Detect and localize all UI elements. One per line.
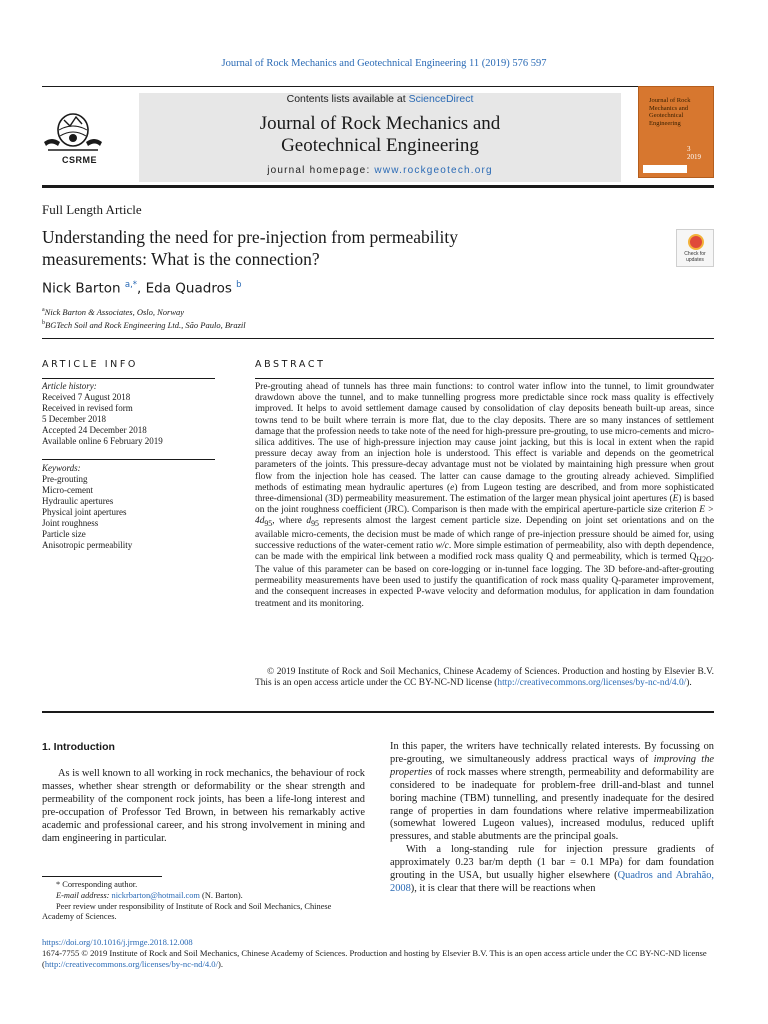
contents-prefix: Contents lists available at [286,93,409,105]
affiliation: $^b$BGTech Soil and Rock Engineering Ltd., São Paulo, Brazil [42,319,246,330]
corresponding-author-note: * Corresponding author. [56,880,138,889]
header-thick-rule [42,185,714,188]
article-history [42,381,215,447]
journal-title-line2: Geotechnical Engineering [281,135,479,156]
keyword: Pre-grouting [42,474,88,484]
intro-paragraph: As is well known to all working in rock mechanics, the behaviour of rock masses, whether shear strength or deformability or the shear strength and permeability of the component rock joints, has been a life-long interest and pre-occupation of Professor Ted Brown, in between his remarkably active academic and professional career, and his strong involvement in mining and dam engineering in particular. [42,768,365,844]
check-icon [688,234,704,250]
citation-link[interactable]: Quadros and Abrahão, 2008 [390,870,714,894]
body-paragraph: In this paper, the writers have technically related interests. By focussing on pre-grouting, we simultaneously address practical ways of improving the properties of rock masses where strength, permeability and deformability are considered to be inadequate for problem-free drill-and-blast and tunnel boring machine (TBM) tunnelling, and presently inadequate for the desired range of properties in dam foundations where relative impermeabilization (somewhat lowered Lugeon values), increased modulus, reduced uplift pressures, and stable abutments are the principal goals. [390,741,715,843]
journal-title-line1: Journal of Rock Mechanics and [259,113,501,134]
paper-title-line1: Understanding the need for pre-injection from permeability [42,227,458,247]
author-name[interactable]: Nick Barton [42,280,121,297]
section-heading-introduction: 1. Introduction [42,741,115,753]
author-list: Nick Barton $^{a,*}$, Eda Quadros $^b$ [42,280,242,297]
abstract-heading: ABSTRACT [255,359,326,370]
history-item: Received 7 August 2018 [42,392,131,402]
abstract-text: Pre-grouting ahead of tunnels has three main functions: to control water inflow into the tunnel, to limit groundwater drawdown above the tunnel, and to make tunnelling progress more predictable since rock mass quality is effectively improved. It helps to avoid settlement damage caused by consolidation of clay deposits beneath built-up areas, since towns tend to be built where terrain is more flat, due to the clay deposits. There are so many instances of settlement damage that the profession needs to take note of the need for high-pressure pre-grouting, to use micro-cements and micro-silica additives. The use of high-pressure injection may cause joint jacking, but this is local in extent when the rapid pressure decay away from an injection hole is understood. This effect is variable and depends on the geometrical parameters of the joints. This pressure-decay advantage must not be violated by maintaining high pressure when grout flow from the injection hole has ceased. The latter can cause damage to the grouting already achieved. Simplified methods of estimating mean hydraulic apertures (e) from Lugeon testing are described, and from more sophisticated three-dimensional (3D) permeability measurement. The estimation of the larger mean physical joint apertures (E) is based on the joint roughness coefficient (JRC). Comparison is then made with the empirical aperture-particle size criterion $E > 4d_{95}$, where $d_{95}$ represents almost the largest cement particle size. Depending on joint set orientations and on the available micro-cements, the decision must be made of which range of pre-injection pressure should be aimed for, using successive reductions of the water-cement ratio w/c. More simple estimation of permeability, also with depth dependence, can be made with the empirical link between a modified rock mass quality Q and permeability, which is termed $Q_{H2O}$. The value of this parameter can be based on core-logging or in-tunnel face logging. The 3D before-and-after-grouting permeability measurements have been used to justify the quantification of rock mass quality Q-parameter improvement, and the consequent increases in expected P-wave velocity and deformation modulus, for application in dam foundation treatment and its monitoring. [255,382,715,609]
peer-review-note: Peer review under responsibility of Institute of Rock and Soil Mechanics, Chinese Academy of Sciences. [42,901,332,922]
doi-link[interactable]: https://doi.org/10.1016/j.jrmge.2018.12.008 [42,937,193,947]
affiliation: $^a$Nick Barton & Associates, Oslo, Norway [42,306,185,317]
keyword: Physical joint apertures [42,507,127,517]
paper-title [42,226,602,270]
license-link[interactable]: http://creativecommons.org/licenses/by-nc-nd/4.0/ [497,678,687,689]
journal-reference[interactable]: Journal of Rock Mechanics and Geotechnical Engineering 11 (2019) 576 597 [221,58,547,69]
logo-text: CSRME [62,155,98,165]
cover-title: Journal of Rock Mechanics and Geotechnical Engineering [649,97,691,127]
history-item: 5 December 2018 [42,414,106,424]
sciencedirect-link[interactable]: ScienceDirect [408,93,474,105]
history-item: Received in revised form [42,403,133,413]
abstract-copyright: © 2019 Institute of Rock and Soil Mechanics, Chinese Academy of Sciences. Production and hosting by Elsevier B.V. This is an open access article under the CC BY-NC-ND license (http://creativecommons.org/licenses/by-nc-nd/4.0/). [255,667,714,689]
cover-barcode [643,165,687,173]
check-for-updates-label: Check for updates [684,251,706,263]
header-rule [42,86,714,87]
contents-line [139,93,621,105]
keyword: Anisotropic permeability [42,540,133,550]
article-info-heading: ARTICLE INFO [42,359,139,370]
info-rule [42,459,215,460]
check-for-updates-button[interactable] [676,229,714,267]
body-rule [42,711,714,713]
author-affiliation-marker[interactable]: b [236,280,242,290]
history-label: Article history: [42,381,97,391]
journal-title [139,113,621,157]
paper-title-line2: measurements: What is the connection? [42,249,320,269]
section-rule [42,338,714,339]
footnotes [42,880,365,923]
body-paragraph: With a long-standing rule for injection pressure gradients of approximately 0.23 bar/m depth (1 bar = 0.1 MPa) for dam foundation grouting in the USA, but usually higher elsewhere (Quadros and Abrahão, 2008), it is clear that there will be reactions when [390,844,714,894]
email-link[interactable]: nickrbarton@hotmail.com [111,890,200,900]
journal-homepage [139,165,621,176]
info-rule [42,378,215,379]
history-item: Accepted 24 December 2018 [42,425,147,435]
right-column [390,741,714,896]
cover-issue: 3 2019 [687,145,701,161]
history-item: Available online 6 February 2019 [42,436,163,446]
homepage-link[interactable]: www.rockgeotech.org [374,165,493,176]
keyword: Particle size [42,529,86,539]
affiliations [42,305,246,331]
footer-license-link[interactable]: http://creativecommons.org/licenses/by-nc-nd/4.0/ [44,958,218,969]
keyword: Joint roughness [42,518,99,528]
abstract-rule [255,378,714,379]
keywords-label: Keywords: [42,463,81,473]
keyword: Micro-cement [42,485,93,495]
email-note: E-mail address: nickrbarton@hotmail.com (N. Barton). [56,890,243,900]
journal-cover-image[interactable] [638,86,714,178]
author-name[interactable]: Eda Quadros [145,280,232,297]
keywords [42,463,215,551]
footnote-rule [42,876,162,877]
article-type: Full Length Article [42,202,142,217]
issn-copyright: 1674-7755 © 2019 Institute of Rock and Soil Mechanics, Chinese Academy of Sciences. Production and hosting by Elsevier B.V. This is an open access article under the CC BY-NC-ND license (http://creativecommons.org/licenses/by-nc-nd/4.0/). [42,948,707,969]
homepage-prefix: journal homepage: [267,165,375,176]
author-affiliation-marker[interactable]: a,* [124,280,138,290]
keyword: Hydraulic apertures [42,496,114,506]
